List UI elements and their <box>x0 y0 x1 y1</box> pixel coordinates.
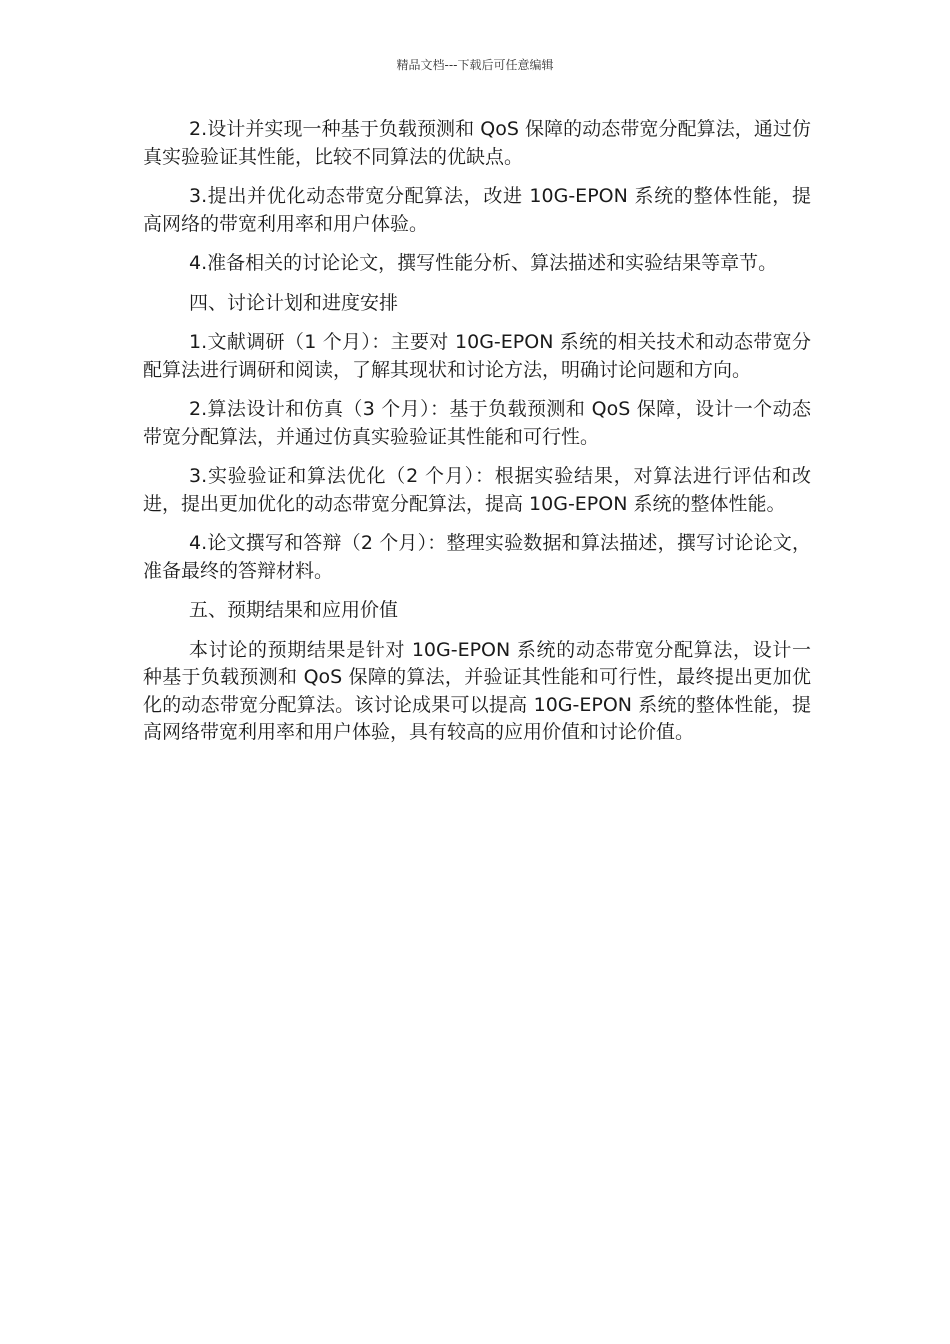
section-heading-plan: 四、讨论计划和进度安排 <box>189 291 399 314</box>
schedule-item-3: 3.实验验证和算法优化（2 个月）：根据实验结果，对算法进行评估和改进，提出更加优化的动态带宽分配算法，提高 10G-EPON 系统的整体性能。 <box>143 465 811 515</box>
schedule-item-1: 1.文献调研（1 个月）：主要对 10G-EPON 系统的相关技术和动态带宽分配算法进行调研和阅读，了解其现状和讨论方法，明确讨论问题和方向。 <box>143 331 811 381</box>
objective-item-2: 2.设计并实现一种基于负载预测和 QoS 保障的动态带宽分配算法，通过仿真实验验证其性能，比较不同算法的优缺点。 <box>143 118 811 168</box>
page-header: 精品文档---下载后可任意编辑 <box>396 58 554 72</box>
document-body <box>143 116 811 759</box>
objective-item-4: 4.准备相关的讨论论文，撰写性能分析、算法描述和实验结果等章节。 <box>189 252 778 274</box>
objective-item-3: 3.提出并优化动态带宽分配算法，改进 10G-EPON 系统的整体性能，提高网络的带宽利用率和用户体验。 <box>143 185 811 235</box>
section-heading-results: 五、预期结果和应用价值 <box>189 599 399 621</box>
schedule-item-2: 2.算法设计和仿真（3 个月）：基于负载预测和 QoS 保障，设计一个动态带宽分配算法，并通过仿真实验验证其性能和可行性。 <box>143 398 811 448</box>
results-paragraph: 本讨论的预期结果是针对 10G-EPON 系统的动态带宽分配算法，设计一种基于负载预测和 QoS 保障的算法，并验证其性能和可行性，最终提出更加优化的动态带宽分配算法。该讨论成果可以提高 10G-EPON 系统的整体性能，提高网络带宽利用率和用户体验，具有较高的应用价值和讨论价值。 <box>143 638 811 743</box>
schedule-item-4: 4.论文撰写和答辩（2 个月）：整理实验数据和算法描述，撰写讨论论文，准备最终的答辩材料。 <box>143 532 811 582</box>
